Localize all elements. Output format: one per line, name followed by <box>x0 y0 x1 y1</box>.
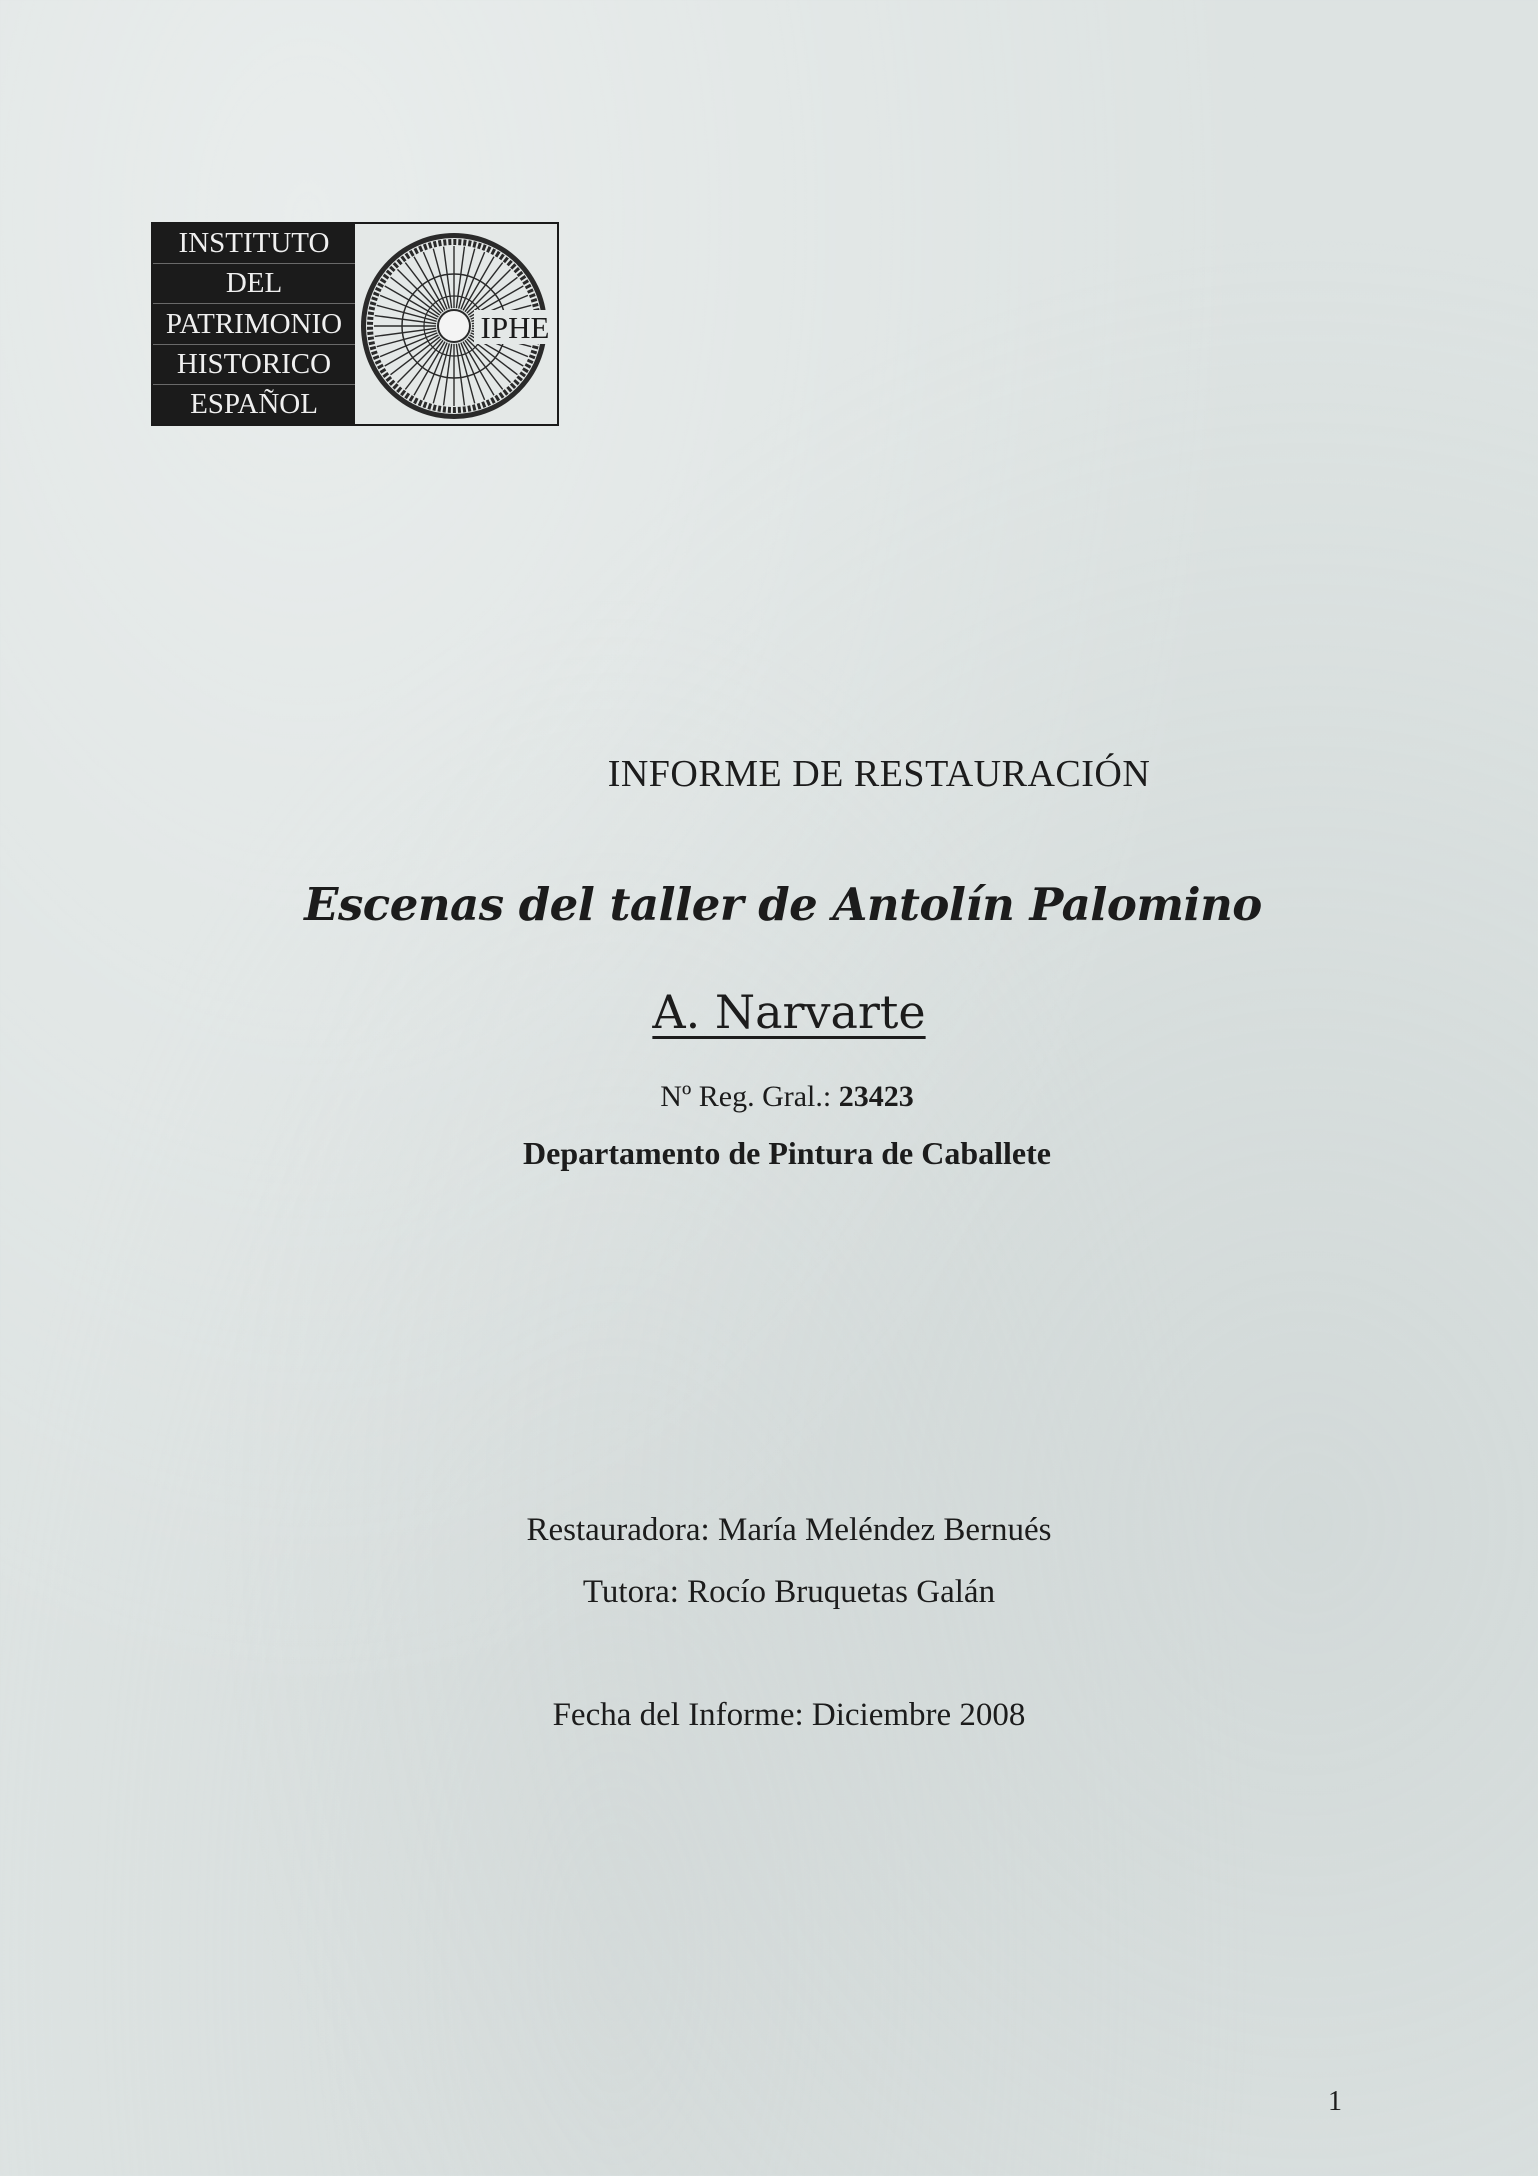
logo-line-del: DEL <box>153 264 355 304</box>
logo-line-espanol: ESPAÑOL <box>190 387 318 420</box>
iphe-logo <box>151 222 559 426</box>
registry-label: Nº Reg. Gral.: <box>660 1080 839 1113</box>
logo-line-patrimonio: PATRIMONIO <box>153 304 355 344</box>
restorer-credit: Restauradora: María Meléndez Bernués <box>526 1512 1052 1548</box>
logo-acronym: IPHE <box>480 310 550 345</box>
report-heading: INFORME DE RESTAURACIÓN <box>607 753 1151 795</box>
registry-line <box>18 1080 1538 1114</box>
logo-wordmark <box>153 224 355 424</box>
page-number: 1 <box>1328 2086 1342 2117</box>
artwork-title: Escenas del taller de Antolín Palomino <box>304 878 1262 931</box>
department-name: Departamento de Pintura de Caballete <box>523 1135 1051 1171</box>
report-date: Fecha del Informe: Diciembre 2008 <box>552 1697 1026 1733</box>
logo-line-historico: HISTORICO <box>153 345 355 385</box>
tutor-credit: Tutora: Rocío Bruquetas Galán <box>582 1574 996 1610</box>
logo-line-instituto: INSTITUTO <box>153 224 355 264</box>
artwork-author: A. Narvarte <box>652 985 926 1039</box>
rosette-emblem-icon <box>355 224 557 424</box>
registry-number: 23423 <box>838 1080 914 1113</box>
